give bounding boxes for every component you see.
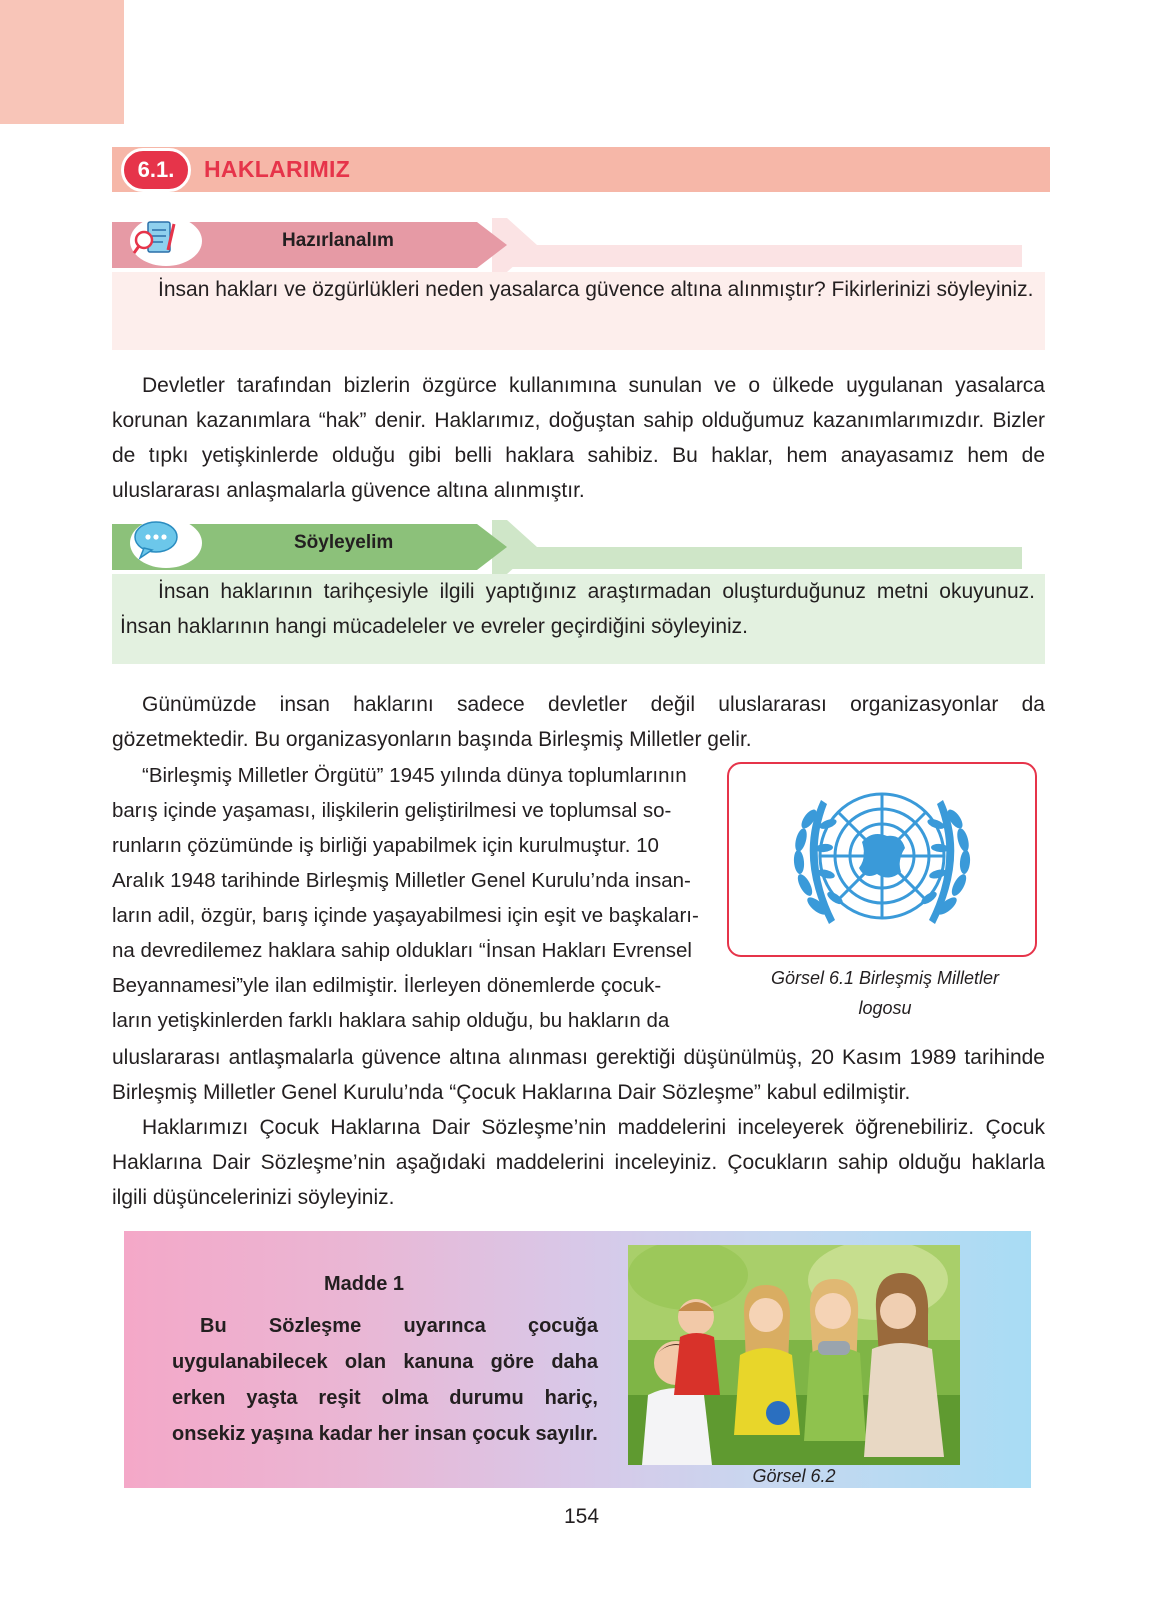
say-banner (112, 520, 1022, 568)
prepare-banner-title: Hazırlanalım (282, 230, 394, 251)
text-line: ların yetişkinlerden farklı haklara sahip olduğu, bu hakların da (112, 1009, 670, 1032)
text-line: ların adil, özgür, barış içinde yaşayabilmesi için eşit ve başkaları- (112, 904, 699, 927)
text-line: runların çözümünde iş birliği yapabilmek için kurulmuştur. 10 (112, 834, 659, 857)
section-title: HAKLARIMIZ (204, 156, 351, 182)
page-number: 154 (563, 1505, 600, 1528)
prepare-box (112, 272, 1045, 350)
figure-6-2-caption: Görsel 6.2 (752, 1466, 836, 1486)
prepare-banner (112, 218, 1022, 266)
caption-line: logosu (858, 998, 912, 1018)
text-line: “Birleşmiş Milletler Örgütü” 1945 yılında dünya toplumlarının (142, 764, 687, 787)
say-instruction: İnsan haklarının tarihçesiyle ilgili yaptığınız araştırmadan oluşturduğunuz metni okuyunuz. İnsan haklarının hangi mücadeleler ve evreler geçirdiğini söyleyiniz. (120, 580, 1035, 638)
corner-tab (0, 0, 124, 124)
section-number: 6.1. (121, 148, 191, 192)
un-logo-frame (727, 762, 1037, 957)
paragraph-convention: uluslararası antlaşmalarla güvence altına alınması gerektiği düşünülmüş, 20 Kasım 1989 tarihinde Birleşmiş Milletler Genel Kurulu’nda “Çocuk Haklarına Dair Sözleşme” kabul edilmiştir. (112, 1046, 1045, 1104)
paragraph-un-history (112, 758, 712, 1038)
article-title: Madde 1 (323, 1273, 405, 1295)
paragraph-examine-articles: Haklarımızı Çocuk Haklarına Dair Sözleşme’nin maddelerini inceleyerek öğrenebiliriz. Çocuk Haklarına Dair Sözleşme’nin aşağıdaki maddelerini inceleyiniz. Çocukların sahip olduğu haklarla ilgili düşüncelerinizi söyleyiniz. (112, 1116, 1045, 1209)
text-line: barış içinde yaşaması, ilişkilerin geliştirilmesi ve toplumsal so- (112, 799, 672, 822)
paragraph-organizations: Günümüzde insan haklarını sadece devletler değil uluslararası organizasyonlar da gözetmektedir. Bu organizasyonların başında Birleşmiş Milletler gelir. (112, 693, 1045, 751)
figure-6-1-caption (740, 963, 1030, 1023)
notepad-magnifier-icon (130, 216, 202, 266)
say-box (112, 574, 1045, 664)
text-line: na devredilemez haklara sahip oldukları “İnsan Hakları Evrensel (112, 939, 692, 962)
prepare-question: İnsan hakları ve özgürlükleri neden yasalarca güvence altına alınmıştır? Fikirlerinizi söyleyiniz. (158, 278, 1034, 301)
text-line: Beyannamesi”yle ilan edilmiştir. İlerleyen dönemlerde çocuk- (112, 974, 662, 997)
paragraph-rights-definition: Devletler tarafından bizlerin özgürce kullanımına sunulan ve o ülkede uygulanan yasalarca korunan kazanımlara “hak” denir. Haklarımız, doğuştan sahip olduğumuz kazanımlarımızdır. Bizler de tıpkı yetişkinlerde olduğu gibi belli haklara sahibiz. Bu haklar, hem anayasamız hem de uluslararası anlaşmalarla güvence altına alınmıştır. (112, 374, 1045, 502)
caption-line: Görsel 6.1 Birleşmiş Milletler (770, 968, 1000, 988)
speech-bubble-icon (130, 518, 202, 568)
text-line: Aralık 1948 tarihinde Birleşmiş Milletler Genel Kurulu’nda insan- (112, 869, 691, 892)
children-photo (628, 1245, 960, 1465)
say-banner-title: Söyleyelim (294, 532, 394, 553)
article-text: Bu Sözleşme uyarınca çocuğa uygulanabilecek olan kanuna göre daha erken yaşta reşit olma durumu hariç, onsekiz yaşına kadar her insan çocuk sayılır. (172, 1315, 598, 1445)
un-logo-emblem (729, 764, 1035, 955)
